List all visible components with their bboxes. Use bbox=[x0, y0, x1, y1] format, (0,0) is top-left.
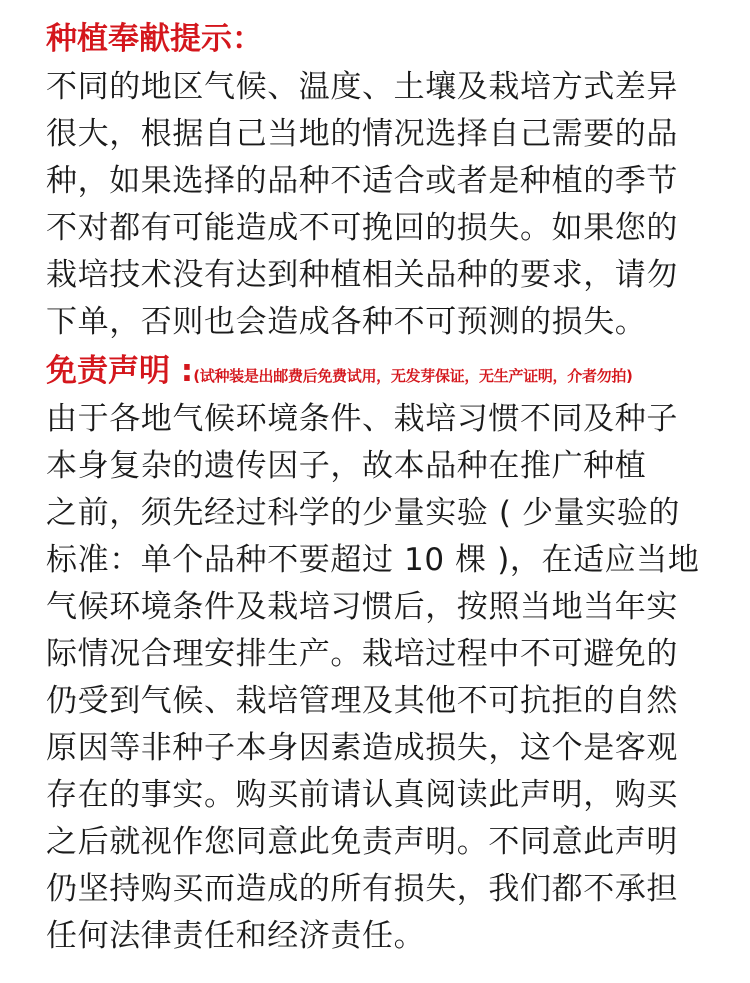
disclaimer-line: 由于各地气候环境条件、栽培习惯不同及种子 bbox=[46, 401, 678, 437]
disclaimer-line: 之后就视作您同意此免责声明。不同意此声明 bbox=[46, 824, 678, 860]
disclaimer-line: 标准：单个品种不要超过 10 棵 )，在适应当地 bbox=[46, 542, 700, 578]
disclaimer-line: 存在的事实。购买前请认真阅读此声明，购买 bbox=[46, 777, 678, 813]
disclaimer-line: 际情况合理安排生产。栽培过程中不可避免的 bbox=[46, 636, 678, 672]
trial-pack-note: (试种装是出邮费后免费试用，无发芽保证，无生产证明，介者勿拍) bbox=[193, 367, 633, 385]
disclaimer-section bbox=[46, 346, 732, 960]
disclaimer-line: 气候环境条件及栽培习惯后，按照当地当年实 bbox=[46, 589, 678, 625]
planting-tips-line: 下单，否则也会造成各种不可预测的损失。 bbox=[46, 304, 647, 340]
disclaimer-line: 仍受到气候、栽培管理及其他不可抗拒的自然 bbox=[46, 683, 678, 719]
disclaimer-line: 仍坚持购买而造成的所有损失，我们都不承担 bbox=[46, 871, 678, 907]
planting-tips-line: 很大，根据自己当地的情况选择自己需要的品 bbox=[46, 116, 678, 152]
planting-tips-line: 种，如果选择的品种不适合或者是种植的季节 bbox=[46, 163, 678, 199]
planting-tips-line: 不同的地区气候、温度、土壤及栽培方式差异 bbox=[46, 69, 678, 105]
planting-tips-heading: 种植奉献提示： bbox=[46, 21, 263, 57]
disclaimer-line: 本身复杂的遗传因子，故本品种在推广种植 bbox=[46, 448, 647, 484]
disclaimer-heading-row bbox=[46, 346, 732, 396]
disclaimer-line: 任何法律责任和经济责任。 bbox=[46, 918, 426, 954]
planting-tips-line: 不对都有可能造成不可挽回的损失。如果您的 bbox=[46, 210, 678, 246]
planting-tips-line: 栽培技术没有达到种植相关品种的要求，请勿 bbox=[46, 257, 678, 293]
planting-tips-section bbox=[46, 14, 732, 346]
disclaimer-line: 之前，须先经过科学的少量实验 ( 少量实验的 bbox=[46, 495, 680, 531]
disclaimer-heading: 免责声明 : bbox=[46, 353, 194, 389]
disclaimer-line: 原因等非种子本身因素造成损失，这个是客观 bbox=[46, 730, 678, 766]
